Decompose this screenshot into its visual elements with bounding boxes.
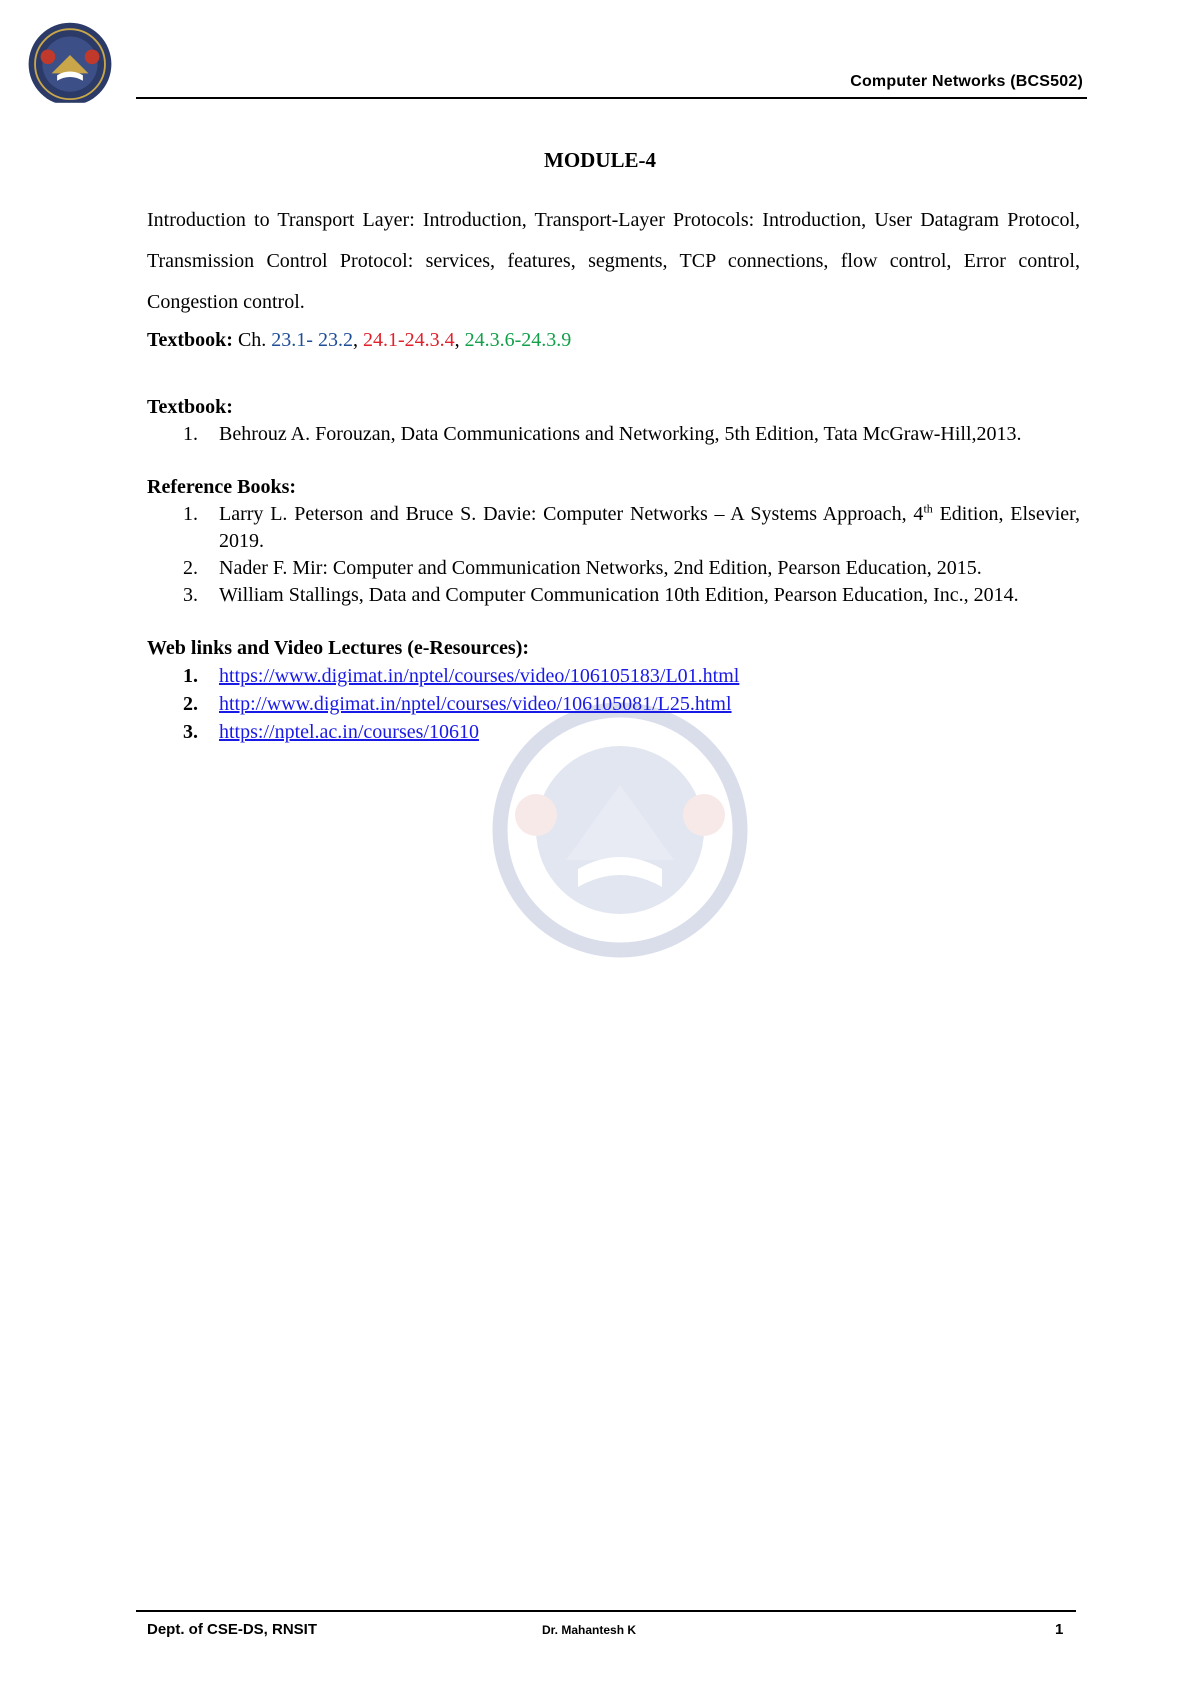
list-item: [147, 501, 1080, 555]
document-body: [147, 200, 1080, 746]
list-item-text: Behrouz A. Forouzan, Data Communications and Networking, 5th Edition, Tata McGraw-Hill,2013.: [219, 423, 1022, 445]
footer-author: Dr. Mahantesh K: [542, 1623, 637, 1637]
list-item: [147, 555, 1080, 582]
list-item-text-continued: Edition, Elsevier, 2019.: [219, 503, 1080, 552]
list-item-number: 3.: [183, 584, 198, 606]
web-links-heading: Web links and Video Lectures (e-Resources):: [147, 637, 530, 659]
list-item-text: Larry L. Peterson and Bruce S. Davie: Computer Networks – A Systems Approach, 4: [219, 503, 924, 525]
header-title: Computer Networks (BCS502): [850, 73, 1083, 90]
list-item-text: William Stallings, Data and Computer Communication 10th Edition, Pearson Education, Inc., 2014.: [219, 584, 1019, 606]
footer-divider: [136, 1610, 1076, 1612]
web-link-1[interactable]: https://www.digimat.in/nptel/courses/video/106105183/L01.html: [219, 665, 740, 687]
textbook-chapters-line: Textbook: Ch. 23.1- 23.2, 24.1-24.3.4, 24.3.6-24.3.9: [147, 329, 572, 351]
list-item-number: 3.: [183, 721, 198, 743]
list-item-superscript: th: [923, 501, 933, 516]
textbook-list: [147, 421, 1080, 448]
list-item: [147, 662, 1080, 690]
reference-books-list: [147, 501, 1080, 609]
list-item-number: 1.: [183, 423, 198, 445]
list-item-number: 1.: [183, 503, 198, 525]
rnsit-seal-icon: [24, 20, 116, 112]
list-item: [147, 582, 1080, 609]
chapter-range-2: 24.1-24.3.4: [362, 329, 455, 351]
textbook-heading: Textbook:: [147, 396, 233, 418]
module-title: MODULE-4: [544, 148, 656, 172]
web-link-2[interactable]: http://www.digimat.in/nptel/courses/video/106105081/L25.html: [219, 693, 732, 715]
reference-books-heading: Reference Books:: [147, 476, 297, 498]
page-number: 1: [1055, 1621, 1064, 1638]
textbook-chapters-label: Textbook:: [147, 329, 233, 351]
header-divider: [136, 97, 1087, 99]
chapter-range-3: 24.3.6-24.3.9: [464, 329, 572, 351]
textbook-chapters-prefix: Ch.: [237, 329, 267, 351]
module-syllabus-text: Introduction to Transport Layer: Introduction, Transport-Layer Protocols: Introduction, User Datagram Protocol, Transmission Control Protocol: services, features, segments, TCP connections, flow control, Error control, Congestion control.: [147, 209, 1080, 313]
list-item: [147, 690, 1080, 718]
web-links-list: [147, 662, 1080, 746]
list-item: [147, 421, 1080, 448]
list-item-number: 2.: [183, 557, 198, 579]
list-item: [147, 718, 1080, 746]
list-item-number: 1.: [183, 665, 198, 687]
list-item-text: Nader F. Mir: Computer and Communication Networks, 2nd Edition, Pearson Education, 2015.: [219, 557, 982, 579]
list-item-number: 2.: [183, 693, 198, 715]
footer-department: Dept. of CSE-DS, RNSIT: [147, 1621, 318, 1638]
chapter-range-1: 23.1- 23.2: [271, 329, 353, 351]
web-link-3[interactable]: https://nptel.ac.in/courses/10610: [219, 721, 479, 743]
